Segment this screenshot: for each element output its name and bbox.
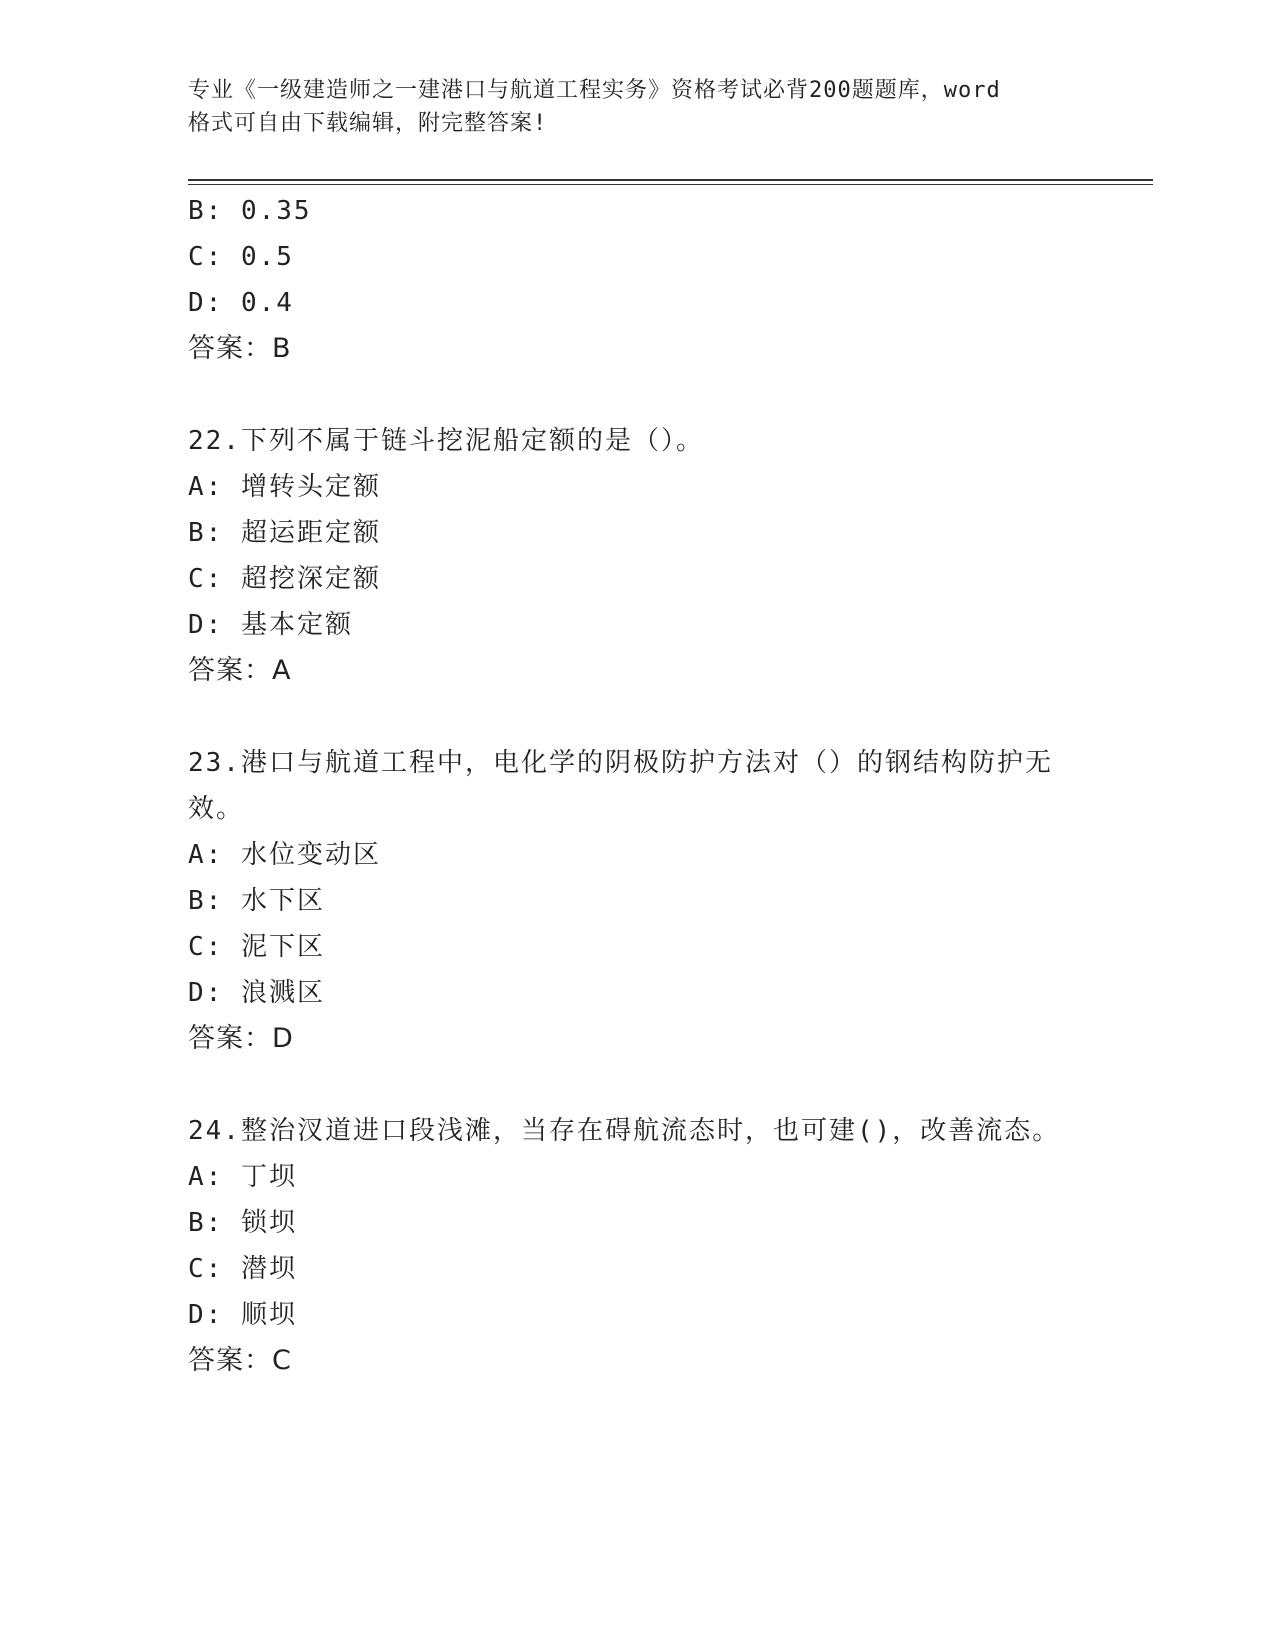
option-d: D: 基本定额 bbox=[188, 610, 353, 640]
header-divider-thick bbox=[188, 179, 1153, 181]
header-title-line-1: 专业《一级建造师之一建港口与航道工程实务》资格考试必背200题题库，word bbox=[188, 78, 1001, 103]
question-stem-line-1: 23.港口与航道工程中，电化学的阴极防护方法对（）的钢结构防护无 bbox=[188, 748, 1053, 778]
option-b: B: 锁坝 bbox=[188, 1208, 297, 1238]
option-c: C: 潜坝 bbox=[188, 1254, 297, 1284]
option-a: A: 丁坝 bbox=[188, 1162, 297, 1192]
question-stem: 22.下列不属于链斗挖泥船定额的是（）。 bbox=[188, 426, 704, 456]
spacer bbox=[188, 372, 1088, 418]
option-b: B: 超运距定额 bbox=[188, 518, 381, 548]
option-c: C: 泥下区 bbox=[188, 932, 325, 962]
question-stem-line-2: 效。 bbox=[188, 794, 245, 824]
header-divider-thin bbox=[188, 184, 1153, 185]
option-d: D: 0.4 bbox=[188, 288, 294, 318]
option-a: A: 水位变动区 bbox=[188, 840, 381, 870]
answer-label: 答案：D bbox=[188, 1023, 294, 1054]
question-21-continued bbox=[188, 188, 1088, 372]
question-stem: 24.整治汊道进口段浅滩，当存在碍航流态时，也可建()，改善流态。 bbox=[188, 1116, 1061, 1146]
option-a: A: 增转头定额 bbox=[188, 472, 381, 502]
question-content bbox=[188, 188, 1088, 1384]
spacer bbox=[188, 1062, 1088, 1108]
answer-label: 答案：B bbox=[188, 333, 292, 364]
option-c: C: 0.5 bbox=[188, 242, 294, 272]
header-title-line-2: 格式可自由下载编辑，附完整答案! bbox=[188, 111, 548, 136]
spacer bbox=[188, 694, 1088, 740]
page-header bbox=[188, 74, 1068, 140]
question-23 bbox=[188, 740, 1088, 1062]
option-d: D: 顺坝 bbox=[188, 1300, 297, 1330]
answer-label: 答案：A bbox=[188, 655, 292, 686]
option-b: B: 0.35 bbox=[188, 196, 312, 226]
question-22 bbox=[188, 418, 1088, 694]
option-c: C: 超挖深定额 bbox=[188, 564, 381, 594]
option-d: D: 浪溅区 bbox=[188, 978, 325, 1008]
option-b: B: 水下区 bbox=[188, 886, 325, 916]
answer-label: 答案：C bbox=[188, 1345, 292, 1376]
question-24 bbox=[188, 1108, 1088, 1384]
